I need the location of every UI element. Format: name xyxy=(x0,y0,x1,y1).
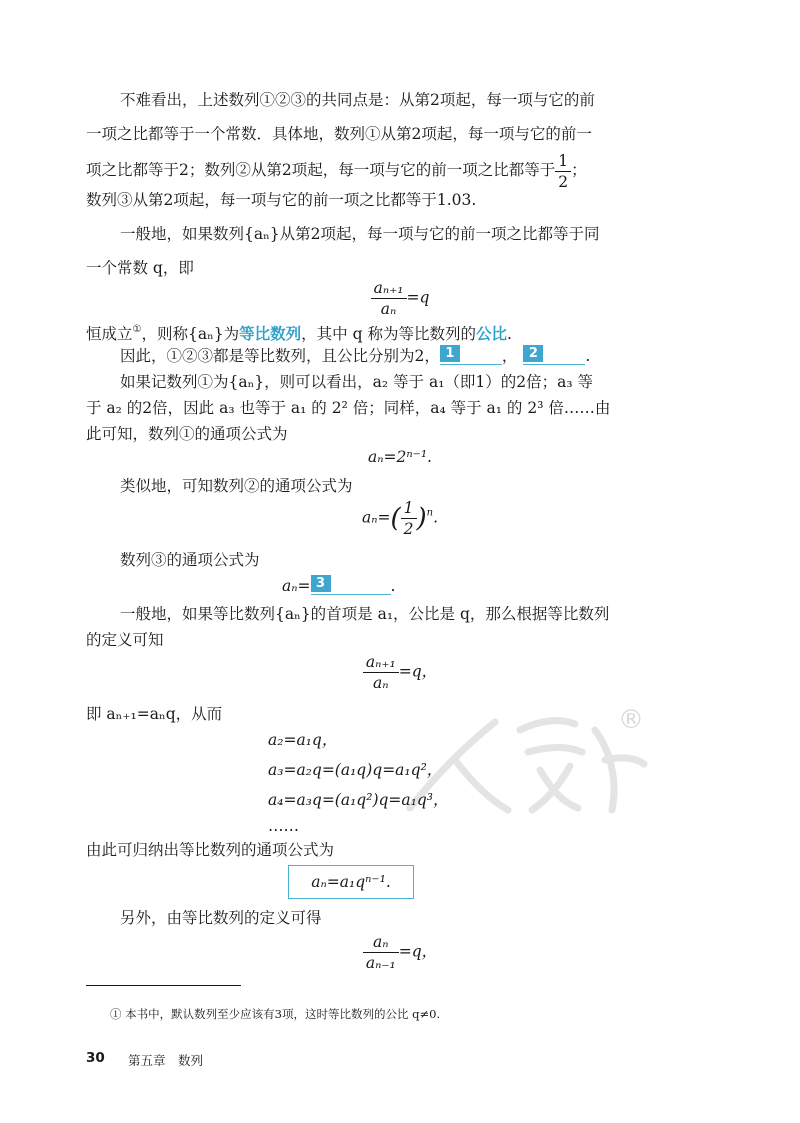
para2-line1: 一般地，如果数列{aₙ}从第2项起，每一项与它的前一项之比都等于同 xyxy=(120,225,600,243)
definition-line xyxy=(86,318,512,346)
ratio-end: . xyxy=(585,347,591,365)
blank-2[interactable] xyxy=(523,344,585,365)
formula2-lhs: aₙ= xyxy=(361,508,391,527)
para3-line1: 如果记数列①为{aₙ}，则可以看出，a₂ 等于 a₁（即1）的2倍；a₃ 等 xyxy=(120,373,594,391)
page-number: 30 xyxy=(86,1050,105,1066)
chapter-label: 第五章 数列 xyxy=(128,1053,204,1068)
registered-mark: ® xyxy=(618,705,644,735)
para1-line3 xyxy=(86,148,587,192)
para1-line3-text: 项之比都等于2；数列②从第2项起，每一项与它的前一项之比都等于 xyxy=(86,161,556,179)
para4-line1: 一般地，如果等比数列{aₙ}的首项是 a₁，公比是 q，那么根据等比数列 xyxy=(120,605,610,623)
ji-line: 即 aₙ₊₁=aₙq，从而 xyxy=(86,705,223,723)
consecutive-ratio-fraction xyxy=(363,932,399,973)
formula-seq2 xyxy=(0,498,800,539)
fraction-numerator: aₙ₊₁ xyxy=(363,652,399,673)
fraction-denominator: 2 xyxy=(558,172,569,191)
eq-ellipsis: …… xyxy=(268,817,299,835)
para1-line1: 不难看出，上述数列①②③的共同点是：从第2项起，每一项与它的前 xyxy=(120,91,595,109)
similar-line: 类似地，可知数列②的通项公式为 xyxy=(120,477,353,495)
footnote-divider xyxy=(86,985,241,986)
para1-line2: 一项之比都等于一个常数．具体地，数列①从第2项起，每一项与它的前一 xyxy=(86,125,592,143)
fraction-numerator: 1 xyxy=(401,498,417,519)
para2-line2: 一个常数 q，即 xyxy=(86,259,194,277)
consecutive-ratio-formula xyxy=(0,932,800,973)
fraction-denominator: aₙ₋₁ xyxy=(365,954,396,972)
ratio-line xyxy=(120,344,590,368)
fraction-denominator: aₙ xyxy=(380,300,397,318)
term-common-ratio: 公比 xyxy=(475,325,507,343)
def-line-pre: 恒成立 xyxy=(86,325,133,343)
para4-line2: 的定义可知 xyxy=(86,631,164,649)
footnote-mark: ① xyxy=(132,324,142,335)
formula-seq3 xyxy=(282,574,395,598)
blank-1[interactable] xyxy=(440,344,502,365)
blank-3-badge: 3 xyxy=(311,575,331,592)
induce-line: 由此可归纳出等比数列的通项公式为 xyxy=(86,841,335,859)
blank-1-badge: 1 xyxy=(440,345,460,362)
right-paren: ) xyxy=(416,503,427,534)
eq-a3: a₃=a₂q=(a₁q)q=a₁q²， xyxy=(268,761,443,779)
fraction-numerator: aₙ₊₁ xyxy=(371,278,407,299)
eq-a4: a₄=a₃q=(a₁q²)q=a₁q³， xyxy=(268,791,449,809)
para3-line2: 于 a₂ 的2倍，因此 a₃ 也等于 a₁ 的 2² 倍；同样，a₄ 等于 a₁ 的 2³ 倍……由 xyxy=(86,399,611,417)
seq3-line: 数列③的通项公式为 xyxy=(120,551,260,569)
also-line: 另外，由等比数列的定义可得 xyxy=(120,909,322,927)
fraction-denominator: 2 xyxy=(403,520,414,538)
def-line-end: . xyxy=(506,325,512,343)
formula-seq1: aₙ=2ⁿ⁻¹. xyxy=(368,448,432,466)
blank-2-badge: 2 xyxy=(523,345,543,362)
consecutive-ratio-rhs: =q， xyxy=(398,942,438,961)
ratio-fraction xyxy=(363,652,399,693)
general-term-formula-box: aₙ=a₁qⁿ⁻¹. xyxy=(288,865,414,899)
fraction-numerator: 1 xyxy=(555,151,571,172)
ratio-sep: ， xyxy=(501,347,518,365)
left-paren: ( xyxy=(390,503,401,534)
blank-3[interactable] xyxy=(311,574,391,595)
fraction-numerator: aₙ xyxy=(363,932,399,953)
def-line-mid2: ，其中 q 称为等比数列的 xyxy=(301,325,476,343)
term-geometric-sequence: 等比数列 xyxy=(239,325,302,343)
para1-line3-end: ； xyxy=(571,161,587,179)
formula2-exponent: n xyxy=(426,507,434,519)
formula3-lhs: aₙ= xyxy=(282,577,311,595)
formula2-end: . xyxy=(433,508,439,527)
formula2-fraction xyxy=(401,498,417,539)
one-half-fraction xyxy=(555,151,571,192)
para3-line3: 此可知，数列①的通项公式为 xyxy=(86,425,288,443)
formula3-end: . xyxy=(390,577,396,595)
eq-a2: a₂=a₁q， xyxy=(268,731,338,749)
definition-formula xyxy=(0,278,800,319)
fraction-denominator: aₙ xyxy=(373,674,389,692)
def-line-mid: ，则称{aₙ}为 xyxy=(141,325,240,343)
ratio-line-text: 因此，①②③都是等比数列，且公比分别为2， xyxy=(120,347,440,365)
definition-rhs: =q xyxy=(406,288,430,307)
definition-fraction xyxy=(371,278,407,319)
para1-line4: 数列③从第2项起，每一项与它的前一项之比都等于1.03. xyxy=(86,191,477,209)
ratio-rhs: =q， xyxy=(398,662,438,681)
ratio-formula xyxy=(0,652,800,693)
footnote: ① 本书中，默认数列至少应该有3项，这时等比数列的公比 q≠0. xyxy=(110,1007,441,1021)
